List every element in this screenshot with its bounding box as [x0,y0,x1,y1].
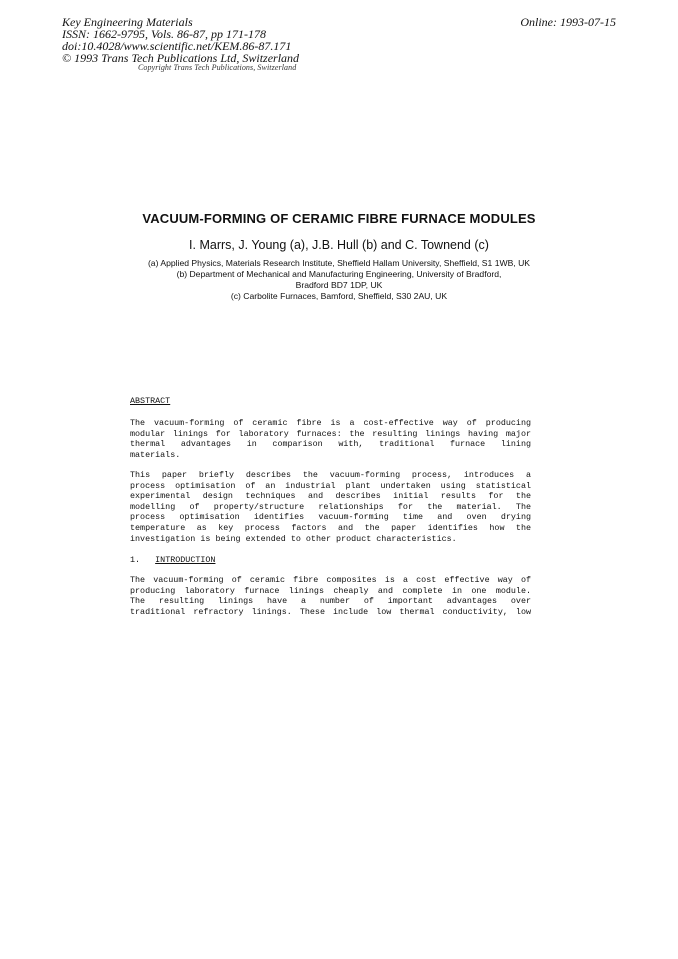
section-number: 1. [130,555,141,565]
text-line: traditional refractory linings. These include low thermal conductivity, low [130,606,531,617]
journal-copyright: © 1993 Trans Tech Publications Ltd, Switzerland [62,51,300,65]
introduction-paragraph-1 [130,575,531,617]
text-line: This paper briefly describes the vacuum-forming process, introduces a [130,470,531,480]
text-line: modelling of property/structure relationships for the material. The [130,501,531,512]
affiliations [0,258,678,302]
text-line: The resulting linings have a number of important advantages over [130,596,531,607]
text-line: investigation is being extended to other product characteristics. [130,533,457,544]
text-line: temperature as key process factors and the paper identifies how the [130,522,531,533]
affiliation-b: (b) Department of Mechanical and Manufacturing Engineering, University of Bradford, [176,269,502,279]
affiliation-c: (c) Carbolite Furnaces, Bamford, Sheffield, S30 2AU, UK [230,291,448,301]
section-heading-introduction [130,555,215,566]
abstract-paragraph-2 [130,470,531,544]
paper-title: VACUUM-FORMING OF CERAMIC FIBRE FURNACE MODULES [142,211,536,226]
text-line: producing laboratory furnace linings cheaply and complete in one module. [130,585,531,596]
journal-name: Key Engineering Materials [62,15,193,29]
section-title: INTRODUCTION [155,555,216,565]
online-date: Online: 1993-07-15 [520,15,616,29]
copyright-stamp: Copyright Trans Tech Publications, Switzerland [138,63,297,72]
affiliation-b-address: Bradford BD7 1DP, UK [295,280,383,290]
text-line: process optimisation identifies vacuum-forming time and oven drying [130,512,531,523]
journal-issn: ISSN: 1662-9795, Vols. 86-87, pp 171-178 [62,27,266,41]
text-line: experimental design techniques and describes initial results for the [130,491,531,502]
doi-link[interactable]: doi:10.4028/www.scientific.net/KEM.86-87.171 [62,39,292,53]
text-line: modular linings for laboratory furnaces: the resulting linings having major [130,428,531,439]
text-line: The vacuum-forming of ceramic fibre composites is a cost effective way of [130,575,531,585]
abstract-paragraph-1 [130,418,531,460]
paper-authors: I. Marrs, J. Young (a), J.B. Hull (b) and C. Townend (c) [189,238,489,252]
text-line: materials. [130,449,181,460]
text-line: thermal advantages in comparison with, traditional furnace lining [130,439,531,450]
affiliation-a: (a) Applied Physics, Materials Research Institute, Sheffield Hallam University, Sheffield, S1 1WB, UK [147,258,531,268]
journal-header [62,16,299,64]
text-line: process optimisation of an industrial plant undertaken using statistical [130,480,531,491]
abstract-heading: ABSTRACT [130,396,171,406]
text-line: The vacuum-forming of ceramic fibre is a cost-effective way of producing [130,418,531,428]
